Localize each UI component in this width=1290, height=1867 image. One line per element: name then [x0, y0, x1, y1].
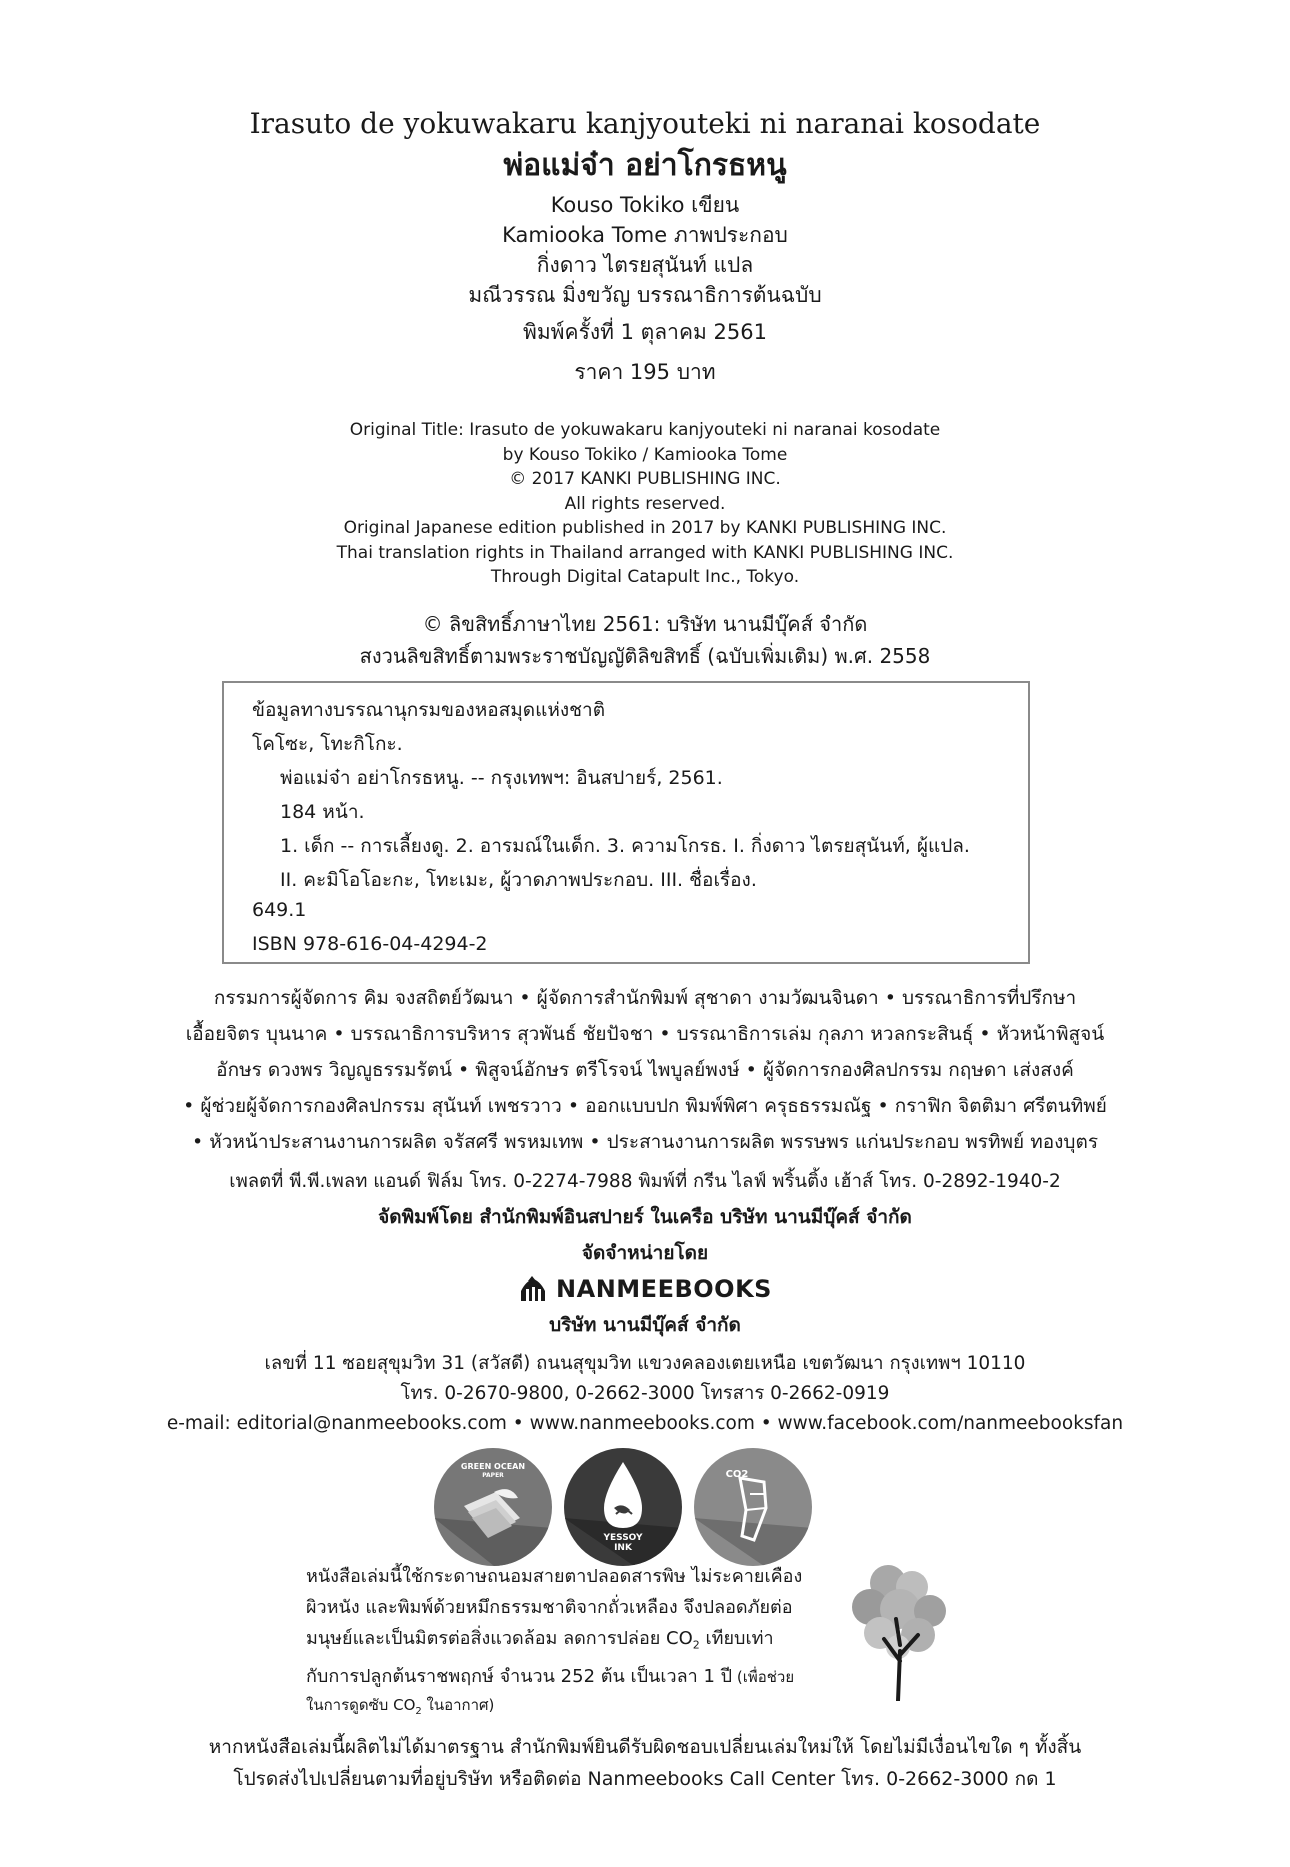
- original-copyright: © 2017 KANKI PUBLISHING INC.: [509, 469, 781, 489]
- edition-line: พิมพ์ครั้งที่ 1 ตุลาคม 2561: [523, 320, 767, 344]
- green-ocean-paper-badge: [434, 1448, 552, 1566]
- address-block: [0, 1349, 1290, 1439]
- eco-badges: [434, 1448, 814, 1568]
- ink-label: INK: [614, 1543, 632, 1553]
- title-thai: พ่อแม่จ๋า อย่าโกรธหนู: [503, 148, 787, 183]
- cip-title: พ่อแม่จ๋า อย่าโกรธหนู. -- กรุงเทพฯ: อินสปายร์, 2561.: [280, 767, 723, 789]
- street-address: เลขที่ 11 ซอยสุขุมวิท 31 (สวัสดี) ถนนสุขุมวิท แขวงคลองเตยเหนือ เขตวัฒนา กรุงเทพฯ 10110: [264, 1353, 1026, 1374]
- co2-footprint-badge: [694, 1448, 812, 1566]
- cip-pages: 184 หน้า.: [280, 801, 365, 823]
- cip-author: โคโซะ, โทะกิโกะ.: [252, 733, 403, 755]
- printing-line: เพลตที่ พี.พี.เพลท แอนด์ ฟิล์ม โทร. 0-2274-7988 พิมพ์ที่ กรีน ไลฟ์ พริ้นติ้ง เฮ้าส์ โทร. 0-2892-1940-2: [229, 1171, 1061, 1192]
- price-line: ราคา 195 บาท: [574, 360, 716, 384]
- original-title: Original Title: Irasuto de yokuwakaru kanjyouteki ni naranai kosodate: [349, 420, 941, 440]
- footer-note: [0, 1731, 1290, 1795]
- cip-heading: ข้อมูลทางบรรณานุกรมของหอสมุดแห่งชาติ: [252, 699, 606, 721]
- staff-line: อักษร ดวงพร วิญญูธรรมรัตน์ • พิสูจน์อักษร ตรีโรจน์ ไพบูลย์พงษ์ • ผู้จัดการกองศิลปกรรม กฤษดา เส่งสงค์: [216, 1059, 1074, 1081]
- logo-text: NANMEEBOOKS: [556, 1275, 772, 1303]
- eco-note-line: ผิวหนัง และพิมพ์ด้วยหมึกธรรมชาติจากถั่วเหลือง จึงปลอดภัยต่อ: [306, 1597, 793, 1618]
- co2-label: CO2: [725, 1469, 749, 1480]
- call-center-line: โปรดส่งไปเปลี่ยนตามที่อยู่บริษัท หรือติดต่อ Nanmeebooks Call Center โทร. 0-2662-3000 กด 1: [233, 1768, 1057, 1790]
- thai-copyright: [0, 608, 1290, 672]
- published-by: จัดพิมพ์โดย สำนักพิมพ์อินสปายร์ ในเครือ บริษัท นานมีบุ๊คส์ จำกัด: [378, 1206, 912, 1228]
- copyright-act-line: สงวนลิขสิทธิ์ตามพระราชบัญญัติลิขสิทธิ์ (ฉบับเพิ่มเติม) พ.ศ. 2558: [359, 644, 931, 668]
- credit-translator: กิ่งดาว ไตรยสุนันท์ แปล: [536, 253, 754, 277]
- cip-classification: 649.1: [252, 899, 307, 921]
- eco-note: [306, 1561, 802, 1724]
- distributed-by: จัดจำหน่ายโดย: [581, 1242, 709, 1264]
- replacement-policy: หากหนังสือเล่มนี้ผลิตไม่ได้มาตรฐาน สำนักพิมพ์ยินดีรับผิดชอบเปลี่ยนเล่มใหม่ให้ โดยไม่มีเงื่อนไขใด ๆ ทั้งสิ้น: [208, 1736, 1082, 1758]
- company-name: บริษัท นานมีบุ๊คส์ จำกัด: [549, 1314, 741, 1336]
- eco-note-line: ในการดูดซับ $CO_2$ ในอากาศ): [306, 1695, 495, 1717]
- original-publication: Original Japanese edition published in 2017 by KANKI PUBLISHING INC.: [343, 518, 947, 538]
- nanmeebooks-logo-icon: [518, 1275, 548, 1303]
- book-header: [0, 104, 1290, 392]
- green-ocean-label: GREEN OCEAN: [460, 1462, 526, 1471]
- translation-rights: Thai translation rights in Thailand arranged with KANKI PUBLISHING INC.: [336, 542, 954, 563]
- original-authors: by Kouso Tokiko / Kamiooka Tome: [502, 444, 788, 465]
- staff-line: กรรมการผู้จัดการ คิม จงสถิตย์วัฒนา • ผู้จัดการสำนักพิมพ์ สุชาดา งามวัฒนจินดา • บรรณาธิการที่ปรึกษา: [213, 987, 1077, 1009]
- thai-copyright-line: © ลิขสิทธิ์ภาษาไทย 2561: บริษัท นานมีบุ๊คส์ จำกัด: [422, 612, 868, 636]
- tree-icon: [840, 1561, 960, 1701]
- contact-links: e-mail: editorial@nanmeebooks.com • www.nanmeebooks.com • www.facebook.com/nanmeebooksfan: [166, 1413, 1124, 1434]
- staff-line: • ผู้ช่วยผู้จัดการกองศิลปกรรม สุนันท์ เพชรวาว • ออกแบบปก พิมพ์พิศา ครุธธรรมณัฐ • กราฟิก จิตติมา ศรีตนทิพย์: [183, 1095, 1107, 1117]
- phone-fax: โทร. 0-2670-9800, 0-2662-3000 โทรสาร 0-2662-0919: [400, 1383, 890, 1404]
- credit-author: Kouso Tokiko เขียน: [550, 193, 740, 217]
- credit-editor: มณีวรรณ มิ่งขวัญ บรรณาธิการต้นฉบับ: [468, 283, 822, 307]
- staff-line: • หัวหน้าประสานงานการผลิต จรัสศรี พรหมเทพ • ประสานงานการผลิต พรรษพร แก่นประกอบ พรทิพย์ ทองบุตร: [191, 1131, 1099, 1153]
- eco-note-line: มนุษย์และเป็นมิตรต่อสิ่งแวดล้อม ลดการปล่อย $CO_2$ เทียบเท่า: [306, 1628, 774, 1652]
- cip-subjects-1: 1. เด็ก -- การเลี้ยงดู. 2. อารมณ์ในเด็ก. 3. ความโกรธ. I. กิ่งดาว ไตรยสุนันท์, ผู้แปล.: [280, 835, 970, 857]
- agency-line: Through Digital Catapult Inc., Tokyo.: [490, 567, 800, 587]
- paper-label: PAPER: [482, 1472, 504, 1479]
- original-edition-info: [0, 418, 1290, 590]
- credit-illustrator: Kamiooka Tome ภาพประกอบ: [502, 223, 788, 247]
- yessoy-ink-badge: [564, 1448, 682, 1566]
- nanmeebooks-logo: [518, 1271, 772, 1307]
- staff-credits: [0, 980, 1290, 1160]
- publisher-block: [0, 1199, 1290, 1343]
- eco-note-line: กับการปลูกต้นราชพฤกษ์ จำนวน 252 ต้น เป็นเวลา 1 ปี (เพื่อช่วย: [306, 1665, 795, 1687]
- title-english: Irasuto de yokuwakaru kanjyouteki ni naranai kosodate: [249, 107, 1041, 140]
- staff-line: เอื้อยจิตร บุนนาค • บรรณาธิการบริหาร สุวพันธ์ ชัยปัจชา • บรรณาธิการเล่ม กุลภา หวลกระสินธุ์ • หัวหน้าพิสูจน์: [185, 1023, 1105, 1045]
- rights-reserved: All rights reserved.: [564, 493, 726, 514]
- cataloging-in-publication-box: [222, 681, 1030, 964]
- cip-isbn: ISBN 978-616-04-4294-2: [252, 933, 488, 955]
- footprint-icon: [694, 1448, 812, 1566]
- yessoy-label: YESSOY: [603, 1533, 643, 1543]
- cip-subjects-2: II. คะมิโอโอะกะ, โทะเมะ, ผู้วาดภาพประกอบ. III. ชื่อเรื่อง.: [280, 869, 757, 891]
- eco-note-line: หนังสือเล่มนี้ใช้กระดาษถนอมสายตาปลอดสารพิษ ไม่ระคายเคือง: [306, 1566, 803, 1587]
- printing-info: [0, 1166, 1290, 1198]
